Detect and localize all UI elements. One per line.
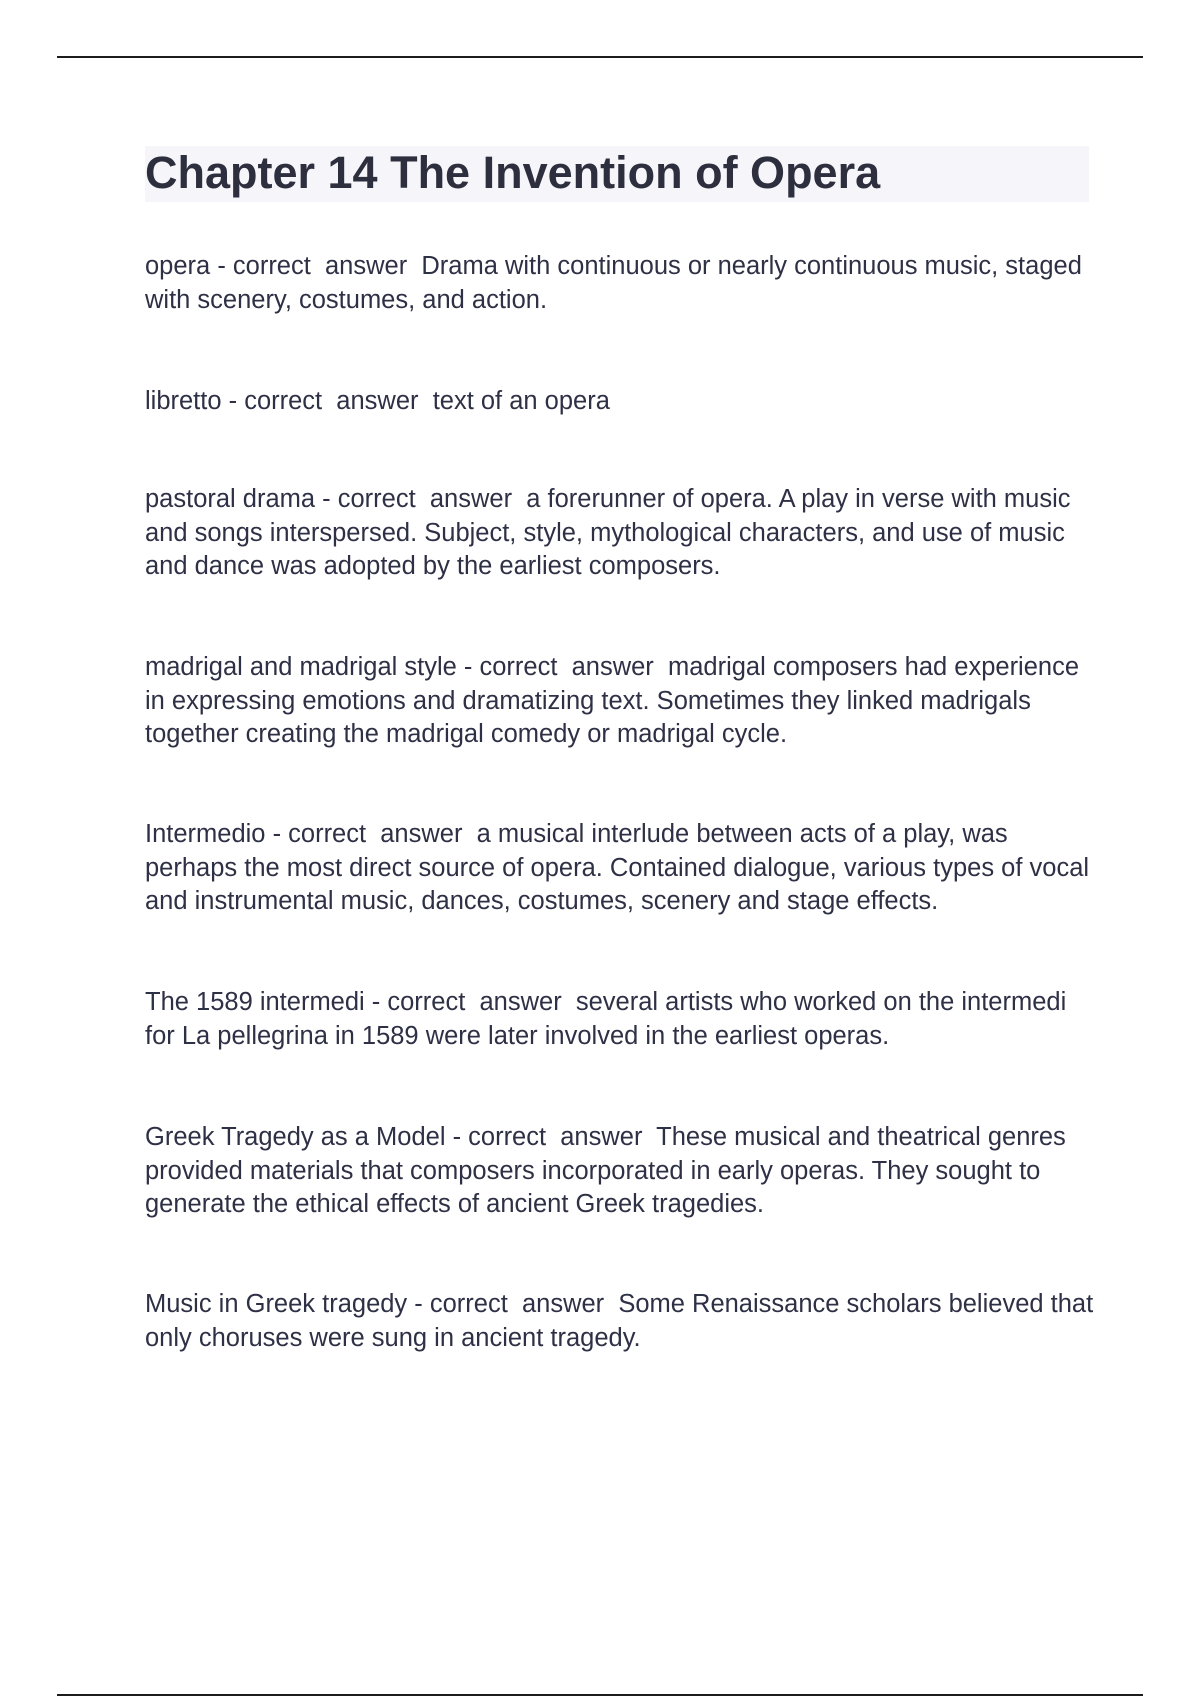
top-rule — [57, 56, 1143, 58]
flashcard-entry — [145, 1288, 1100, 1355]
entry-definition: several artists who worked on the intermedi for La pellegrina in 1589 were later involved in the earliest operas. — [145, 988, 1074, 1050]
entry-term: The 1589 intermedi — [145, 988, 365, 1016]
flashcard-entry — [145, 651, 1100, 752]
flashcard-entry — [145, 818, 1100, 919]
entry-definition: a forerunner of opera. A play in verse with music and songs interspersed. Subject, style, mythological characters, and use of music and dance was adopted by the earliest composers. — [145, 485, 1078, 580]
flashcard-entry — [145, 250, 1100, 317]
entry-term: libretto — [145, 387, 222, 415]
bottom-rule — [57, 1694, 1143, 1696]
entry-separator: - correct answer — [364, 988, 576, 1016]
entry-definition: text of an opera — [432, 387, 610, 415]
entry-separator: - correct answer — [221, 387, 433, 415]
entry-separator: - correct answer — [265, 820, 477, 848]
flashcard-entry — [145, 986, 1100, 1053]
entry-separator: - correct answer — [210, 252, 422, 280]
entry-separator: - correct answer — [445, 1123, 657, 1151]
entry-separator: - correct answer — [456, 653, 668, 681]
entry-term: Greek Tragedy as a Model — [145, 1123, 446, 1151]
flashcard-entry — [145, 385, 1100, 419]
entry-term: Music in Greek tragedy — [145, 1290, 408, 1318]
entry-definition: These musical and theatrical genres provided materials that composers incorporated in early operas. They sought to generate the ethical effects of ancient Greek tragedies. — [145, 1123, 1073, 1218]
entry-term: opera — [145, 252, 211, 280]
entry-definition: Some Renaissance scholars believed that only choruses were sung in ancient tragedy. — [145, 1290, 1101, 1352]
entry-definition: Drama with continuous or nearly continuous music, staged with scenery, costumes, and action. — [145, 252, 1089, 314]
page-title: Chapter 14 The Invention of Opera — [145, 147, 881, 198]
flashcard-entry — [145, 483, 1100, 584]
entry-term: Intermedio — [145, 820, 266, 848]
entry-term: pastoral drama — [145, 485, 316, 513]
entry-separator: - correct answer — [315, 485, 527, 513]
entry-separator: - correct answer — [407, 1290, 619, 1318]
entry-definition: a musical interlude between acts of a play, was perhaps the most direct source of opera. Contained dialogue, various types of vocal and instrumental music, dances, costumes, scenery and stage effects. — [145, 820, 1097, 915]
flashcard-entry — [145, 1121, 1100, 1222]
entry-term: madrigal and madrigal style — [145, 653, 457, 681]
entry-definition: madrigal composers had experience in expressing emotions and dramatizing text. Sometimes they linked madrigals together creating the madrigal comedy or madrigal cycle. — [145, 653, 1087, 748]
